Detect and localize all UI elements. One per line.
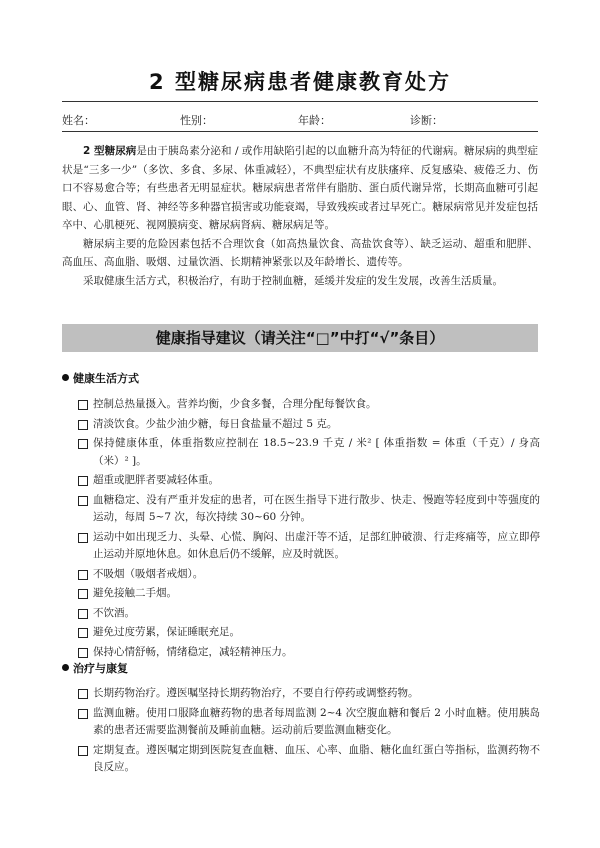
list-item: [78, 472, 540, 490]
list-item: [78, 396, 540, 414]
list-item-text: 血糖稳定、没有严重并发症的患者，可在医生指导下进行散步、快走、慢跑等轻度到中等强度的运动，每周 5~7 次，每次持续 30~60 分钟。: [93, 493, 540, 523]
list-item-text: 定期复查。遵医嘱定期到医院复查血糖、血压、心率、血脂、糖化血红蛋白等指标，监测药物不良反应。: [93, 743, 540, 773]
bullet-icon: [62, 374, 69, 381]
list-item-text: 保持健康体重，体重指数应控制在 18.5~23.9 千克 / 米² [ 体重指数 = 体重（千克）/ 身高（米）² ]。: [93, 437, 540, 467]
section-treatment-heading: [62, 660, 128, 676]
list-item-text: 保持心情舒畅，情绪稳定，减轻精神压力。: [93, 645, 293, 658]
patient-info-divider: [62, 131, 538, 132]
name-label: 姓名：: [62, 114, 95, 127]
list-item: [78, 624, 540, 642]
checkbox[interactable]: [78, 476, 88, 486]
list-item-text: 监测血糖。使用口服降血糖药物的患者每周监测 2~4 次空腹血糖和餐后 2 小时血糖。使用胰岛素的患者还需要监测餐前及睡前血糖。运动前后要监测血糖变化。: [93, 706, 540, 736]
list-item: [78, 585, 540, 603]
checkbox[interactable]: [78, 496, 88, 506]
intro-paragraph-1: [62, 142, 538, 235]
list-item-text: 清淡饮食。少盐少油少糖，每日食盐量不超过 5 克。: [93, 417, 338, 430]
list-item-text: 不饮酒。: [93, 606, 135, 619]
diagnosis-label: 诊断：: [410, 114, 443, 127]
page-title: 2 型糖尿病患者健康教育处方: [149, 70, 451, 94]
list-item-text: 控制总热量摄入。营养均衡，少食多餐，合理分配每餐饮食。: [93, 398, 377, 410]
list-item: [78, 685, 540, 703]
treatment-list: [78, 685, 540, 779]
patient-info-row: [62, 112, 538, 128]
intro-term: 2 型糖尿病: [83, 145, 137, 157]
list-item: [78, 644, 540, 662]
intro-definition: 是由于胰岛素分泌和 / 或作用缺陷引起的以血糖升高为特征的代谢病。糖尿病的典型症状是“三多一少”（多饮、多食、多尿、体重减轻），不典型症状有皮肤瘙痒、反复感染、疲倦乏力、伤口不容易愈合等；有些患者无明显症状。糖尿病患者常伴有脂肪、蛋白质代谢异常，长期高血糖可引起眼、心、血管、肾、神经等多种器官损害或功能衰竭，导致残疾或者过早死亡。糖尿病常见并发症包括卒中、心肌梗死、视网膜病变、糖尿病肾病、糖尿病足等。: [62, 145, 538, 231]
list-item-text: 长期药物治疗。遵医嘱坚持长期药物治疗，不要自行停药或调整药物。: [93, 687, 419, 699]
checkbox[interactable]: [78, 609, 88, 619]
section-lifestyle-title: 健康生活方式: [73, 372, 139, 385]
checkbox[interactable]: [78, 533, 88, 543]
sex-label: 性别：: [180, 114, 213, 127]
list-item: [78, 605, 540, 623]
bullet-icon: [62, 664, 69, 671]
list-item-text: 不吸烟（吸烟者戒烟）。: [93, 567, 204, 580]
checkbox[interactable]: [78, 746, 88, 756]
checkbox[interactable]: [78, 628, 88, 638]
list-item: [78, 492, 540, 527]
list-item: [78, 435, 540, 470]
list-item: [78, 742, 540, 777]
lifestyle-list: [78, 396, 540, 663]
checkbox[interactable]: [78, 589, 88, 599]
checkbox[interactable]: [78, 689, 88, 699]
intro-paragraph-2: 糖尿病主要的危险因素包括不合理饮食（如高热量饮食、高盐饮食等）、缺乏运动、超重和肥胖、高血压、高血脂、吸烟、过量饮酒、长期精神紧张以及年龄增长、遗传等。: [62, 237, 538, 268]
checkbox[interactable]: [78, 648, 88, 658]
checkbox[interactable]: [78, 439, 88, 449]
title-divider: [62, 101, 538, 102]
intro-paragraph-3: 采取健康生活方式，积极治疗，有助于控制血糖，延缓并发症的发生发展，改善生活质量。: [83, 274, 503, 287]
guidance-banner: 健康指导建议（请关注“□”中打“√”条目）: [62, 324, 538, 352]
checkbox[interactable]: [78, 570, 88, 580]
list-item-text: 超重或肥胖者要减轻体重。: [93, 474, 219, 486]
section-lifestyle-heading: [62, 370, 139, 386]
list-item: [78, 416, 540, 434]
checkbox[interactable]: [78, 709, 88, 719]
age-label: 年龄：: [298, 114, 331, 127]
list-item: [78, 705, 540, 740]
checkbox[interactable]: [78, 400, 88, 410]
list-item: [78, 566, 540, 584]
list-item-text: 运动中如出现乏力、头晕、心慌、胸闷、出虚汗等不适，足部红肿破溃、行走疼痛等，应立即停止运动并原地休息。如休息后仍不缓解，应及时就医。: [93, 530, 540, 560]
list-item: [78, 529, 540, 564]
checkbox[interactable]: [78, 420, 88, 430]
intro-text: [62, 142, 538, 290]
list-item-text: 避免过度劳累，保证睡眠充足。: [93, 626, 240, 638]
list-item-text: 避免接触二手烟。: [93, 587, 177, 599]
section-treatment-title: 治疗与康复: [73, 662, 128, 675]
